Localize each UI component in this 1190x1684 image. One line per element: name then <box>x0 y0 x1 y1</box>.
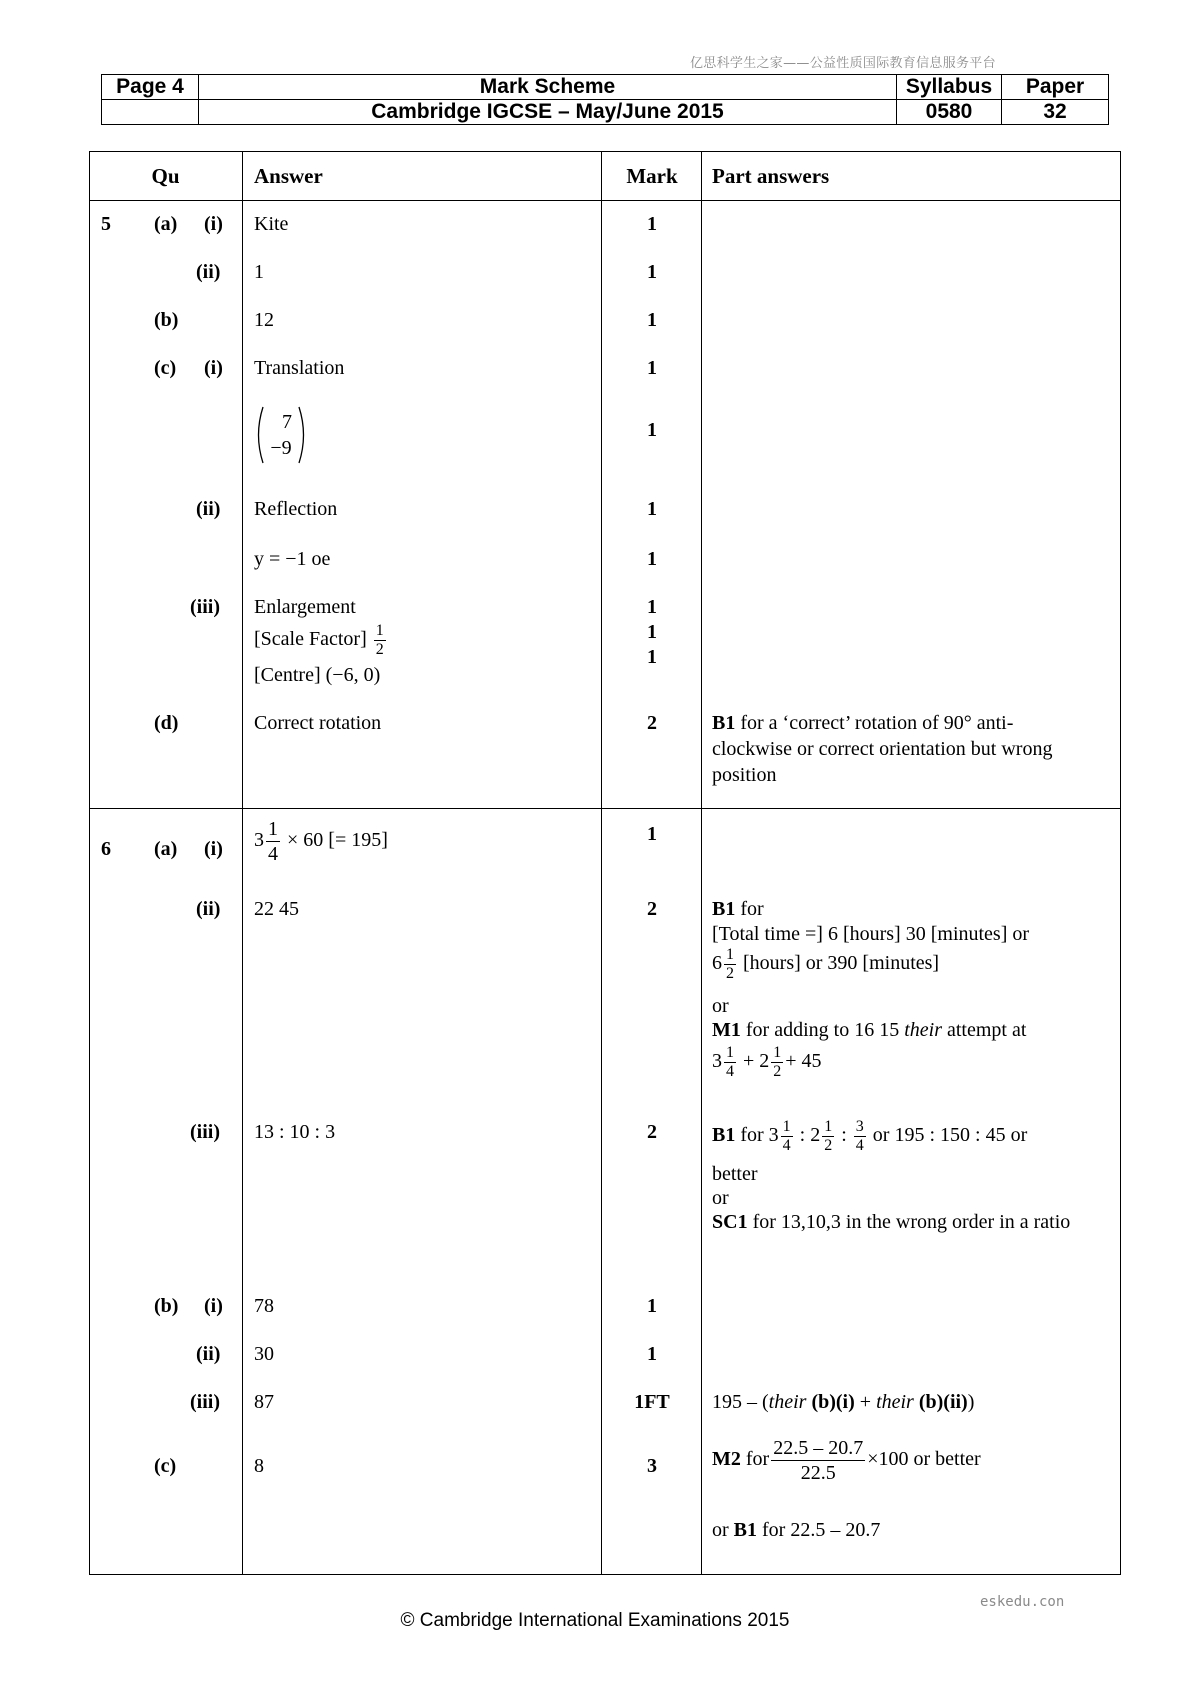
part-answer: better <box>712 1163 758 1185</box>
subpart-label: (i) <box>204 838 223 860</box>
subpart-label: (iii) <box>190 596 220 618</box>
mark-code: M1 <box>712 1019 741 1041</box>
fraction <box>266 817 280 866</box>
answer: y = −1 oe <box>254 548 331 570</box>
part-answer-text: attempt at <box>941 1019 1027 1041</box>
part-answer <box>712 1044 822 1081</box>
part-label: (d) <box>154 712 179 734</box>
vector-top: 7 <box>282 411 292 433</box>
subpart-label: (iii) <box>190 1391 220 1413</box>
answer: Correct rotation <box>254 712 382 734</box>
answer: Enlargement <box>254 596 356 618</box>
subpart-label: (ii) <box>196 261 221 283</box>
answer: 22 45 <box>254 898 299 920</box>
mark: 1 <box>647 213 657 235</box>
part-answer-text: ×100 or better <box>867 1448 981 1471</box>
denominator: 2 <box>726 965 734 982</box>
fraction <box>822 1118 834 1155</box>
col-header-qu: Qu <box>151 164 180 188</box>
denominator: 4 <box>855 1137 864 1154</box>
paper-label: Paper <box>1002 75 1109 100</box>
answer: 12 <box>254 309 274 331</box>
mark: 1 <box>647 357 657 379</box>
fraction <box>854 1118 866 1155</box>
mark: 1 <box>647 596 657 618</box>
numerator: 1 <box>268 818 278 840</box>
watermark-top: 亿思科学生之家——公益性质国际教育信息服务平台 <box>690 56 996 71</box>
fraction <box>374 622 386 659</box>
part-answer-text: for <box>735 898 764 920</box>
part-answer <box>712 1118 1027 1155</box>
answer: Kite <box>254 213 289 235</box>
their: their <box>904 1019 942 1041</box>
scale-factor-label: [Scale Factor] <box>254 628 367 651</box>
numerator: 1 <box>824 1118 833 1135</box>
part-answer-text: or <box>712 1519 734 1541</box>
part-answer <box>712 946 939 983</box>
part-label: (c) <box>154 357 177 379</box>
mark: 3 <box>647 1455 657 1477</box>
mark: 1 <box>647 548 657 570</box>
numerator: 1 <box>773 1044 782 1061</box>
whole-number: 3 <box>254 829 264 852</box>
subpart-label: (i) <box>204 1295 223 1317</box>
syllabus-value: 0580 <box>897 100 1002 125</box>
fraction <box>771 1436 865 1485</box>
watermark-bottom: eskedu.con <box>980 1594 1065 1610</box>
mark-code: B1 <box>733 1519 758 1541</box>
mark-code: B1 <box>712 898 736 920</box>
answer: [Centre] (−6, 0) <box>254 664 381 686</box>
part-answer-text: for 13,10,3 in the wrong order in a ratio <box>747 1211 1071 1233</box>
numerator: 3 <box>855 1118 864 1135</box>
their: their <box>768 1391 807 1413</box>
part-answer-text: for adding to 16 15 <box>740 1019 905 1041</box>
mark: 1 <box>647 646 657 668</box>
question-number: 6 <box>101 838 111 860</box>
part-answer-text: + 45 <box>785 1050 822 1073</box>
part-answer <box>712 1390 974 1414</box>
mark-scheme-table <box>89 151 1121 1575</box>
mark: 1 <box>647 1343 657 1365</box>
numerator: 1 <box>782 1118 791 1135</box>
copyright-footer: © Cambridge International Examinations 2015 <box>400 1610 790 1631</box>
part-answer <box>712 1209 1092 1235</box>
mark: 1 <box>647 419 657 441</box>
part-answer-text: ) <box>967 1391 975 1413</box>
header-table <box>101 74 1109 125</box>
part-answer: or <box>712 995 729 1017</box>
subpart-label: (ii) <box>196 898 221 920</box>
denominator: 4 <box>782 1137 791 1154</box>
mark: 2 <box>647 898 657 920</box>
part-ref: (b)(ii) <box>913 1391 968 1413</box>
fraction <box>771 1044 783 1081</box>
col-header-part-answers: Part answers <box>712 164 830 188</box>
mark: 1FT <box>634 1391 670 1413</box>
answer: 1 <box>254 261 264 283</box>
part-answer-text: [hours] or 390 [minutes] <box>743 952 940 975</box>
mark: 1 <box>647 309 657 331</box>
fraction <box>781 1118 793 1155</box>
answer <box>254 622 388 659</box>
divider <box>90 808 1120 809</box>
col-header-answer: Answer <box>254 164 323 188</box>
col-header-mark: Mark <box>626 164 678 188</box>
answer: Reflection <box>254 498 338 520</box>
part-answer-text: or 195 : 150 : 45 or <box>872 1124 1028 1147</box>
denominator: 4 <box>726 1063 734 1080</box>
fraction <box>724 1044 736 1081</box>
question-number: 5 <box>101 213 111 235</box>
whole-number: 6 <box>712 952 722 975</box>
paper-value: 32 <box>1002 100 1109 125</box>
mark: 1 <box>647 823 657 845</box>
whole-number: 3 <box>712 1050 722 1073</box>
part-answer <box>712 1436 981 1485</box>
answer: 78 <box>254 1295 274 1317</box>
page-number: Page 4 <box>102 75 199 100</box>
answer: Translation <box>254 357 345 379</box>
part-answer-text: : 2 <box>799 1124 821 1147</box>
header-title: Mark Scheme <box>199 75 897 100</box>
part-answer <box>712 897 764 921</box>
denominator: 22.5 <box>800 1462 836 1484</box>
part-label: (b) <box>154 309 179 331</box>
numerator: 1 <box>375 622 384 639</box>
part-answer-text: for 3 <box>735 1124 779 1147</box>
answer: 30 <box>254 1343 274 1365</box>
subpart-label: (i) <box>204 213 223 235</box>
part-answer-text: 195 – ( <box>712 1391 769 1413</box>
header-blank <box>102 100 199 125</box>
subpart-label: (ii) <box>196 498 221 520</box>
part-answer-text: for a ‘correct’ rotation of 90° anti-clockwise or correct orientation but wrong position <box>712 712 1053 786</box>
mark-code: SC1 <box>712 1211 748 1233</box>
part-answer <box>712 1018 1026 1042</box>
fraction <box>724 946 736 983</box>
subpart-label: (i) <box>204 357 223 379</box>
part-answer: [Total time =] 6 [hours] 30 [minutes] or <box>712 923 1030 945</box>
mark: 1 <box>647 498 657 520</box>
part-label: (b) <box>154 1295 179 1317</box>
part-label: (a) <box>154 838 178 860</box>
syllabus-label: Syllabus <box>897 75 1002 100</box>
denominator: 4 <box>268 843 278 865</box>
denominator: 2 <box>824 1137 833 1154</box>
part-ref: (b)(i) <box>806 1391 855 1413</box>
mark: 1 <box>647 261 657 283</box>
part-answer <box>712 1518 880 1542</box>
column-vector <box>254 405 308 465</box>
part-answer <box>712 710 1092 788</box>
mark: 1 <box>647 621 657 643</box>
numerator: 22.5 – 20.7 <box>773 1437 864 1459</box>
denominator: 2 <box>375 641 384 658</box>
part-label: (c) <box>154 1455 177 1477</box>
divider <box>90 200 1120 201</box>
part-answer-text: + 2 <box>743 1050 770 1073</box>
answer: 13 : 10 : 3 <box>254 1121 336 1143</box>
mark-code: B1 <box>712 712 736 734</box>
subpart-label: (ii) <box>196 1343 221 1365</box>
vector-bottom: −9 <box>270 437 292 459</box>
divider <box>242 152 243 1574</box>
answer-rest: × 60 [= 195] <box>287 829 388 852</box>
header-subtitle: Cambridge IGCSE – May/June 2015 <box>199 100 897 125</box>
numerator: 1 <box>726 946 734 963</box>
answer <box>254 817 388 866</box>
mark: 1 <box>647 1295 657 1317</box>
mark-code: M2 <box>712 1448 741 1471</box>
subpart-label: (iii) <box>190 1121 220 1143</box>
part-answer-text: for 22.5 – 20.7 <box>757 1519 881 1541</box>
answer: 87 <box>254 1391 274 1413</box>
part-answer-text: + <box>854 1391 877 1413</box>
mark-code: B1 <box>712 1124 736 1147</box>
denominator: 2 <box>773 1063 782 1080</box>
their: their <box>876 1391 914 1413</box>
answer: 8 <box>254 1455 264 1477</box>
numerator: 1 <box>726 1044 734 1061</box>
part-answer-text: for <box>740 1448 770 1471</box>
mark: 2 <box>647 1121 657 1143</box>
part-answer: or <box>712 1187 729 1209</box>
part-answer-text: : <box>841 1124 847 1147</box>
part-label: (a) <box>154 213 178 235</box>
mark: 2 <box>647 712 657 734</box>
